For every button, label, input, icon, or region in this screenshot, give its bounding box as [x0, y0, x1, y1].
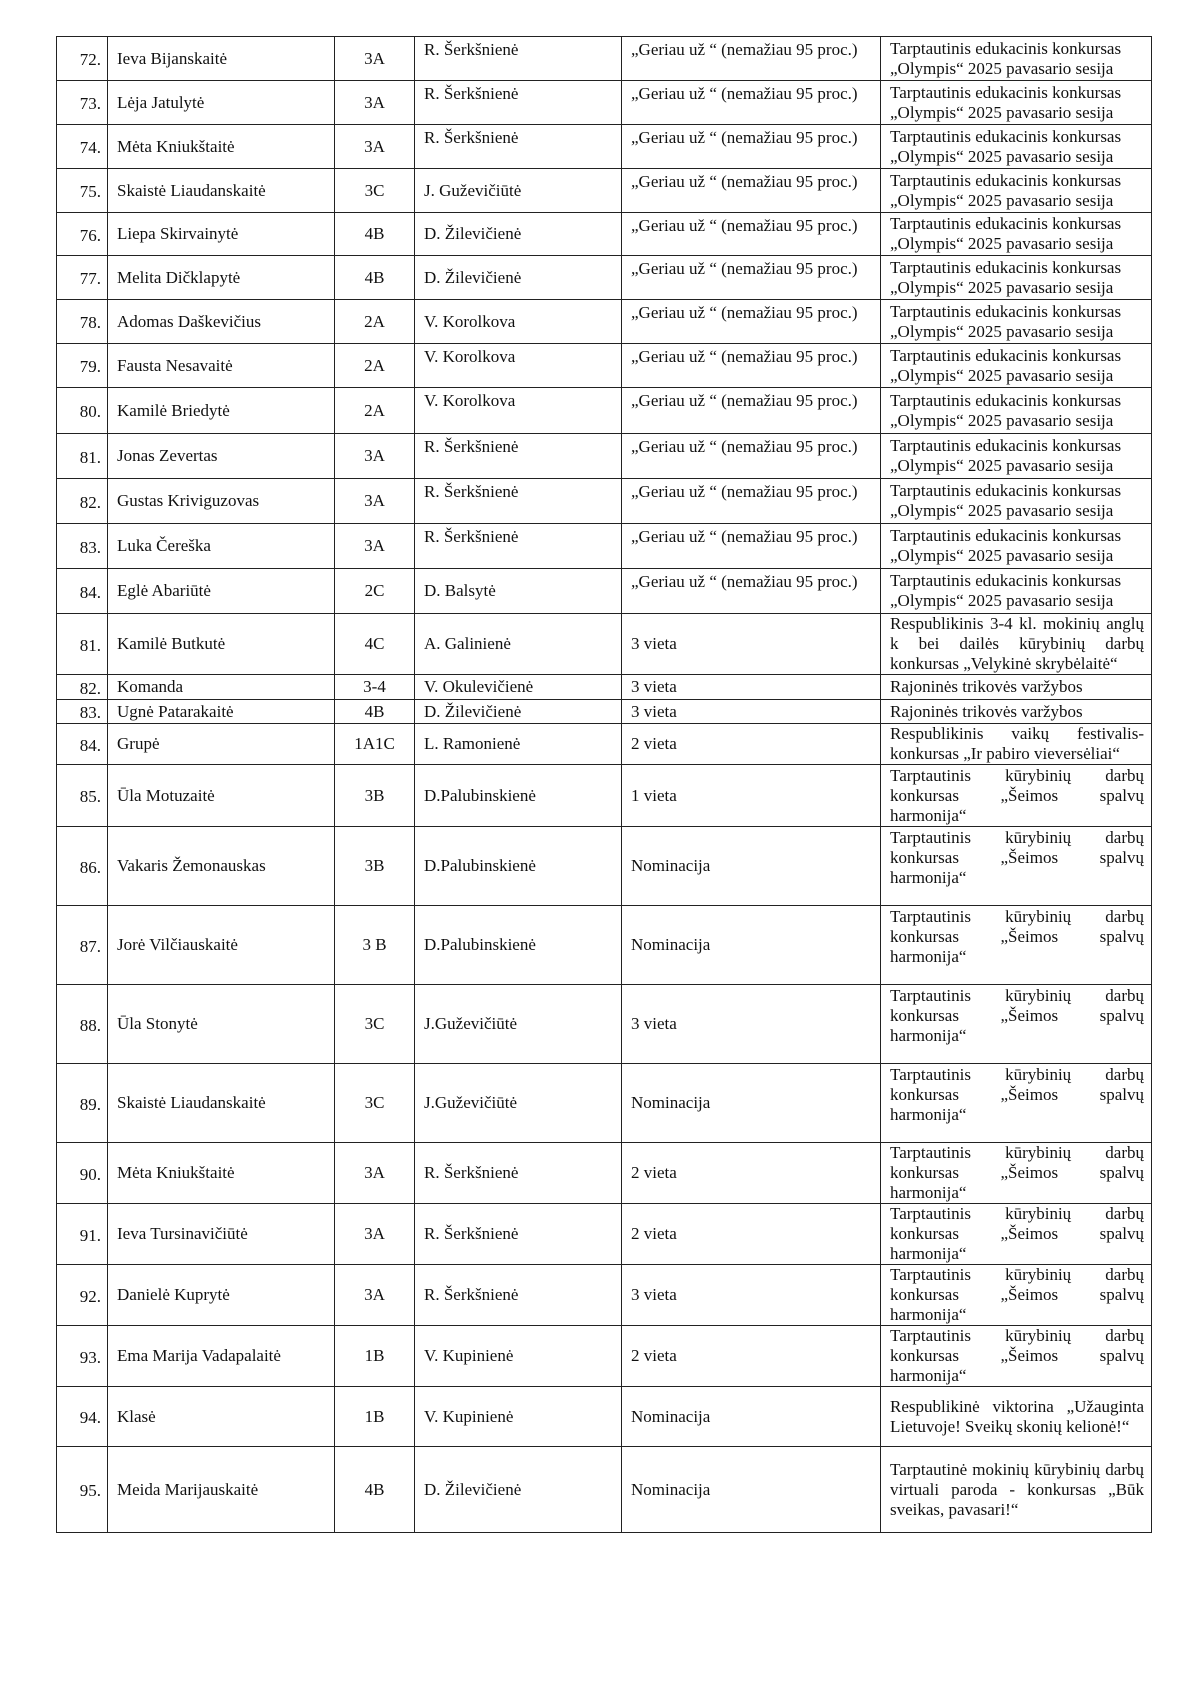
- class-name-cell: 3-4: [335, 675, 415, 700]
- result-cell: 2 vieta: [622, 1326, 881, 1387]
- teacher-name-cell: D.Palubinskienė: [415, 765, 622, 827]
- student-name-cell: Skaistė Liaudanskaitė: [108, 1064, 335, 1143]
- class-name-cell: 2C: [335, 569, 415, 614]
- result-cell: 3 vieta: [622, 614, 881, 675]
- table-row: [57, 1387, 1152, 1447]
- student-name-cell: Melita Dičklapytė: [108, 256, 335, 300]
- table-row: [57, 125, 1152, 169]
- table-row: [57, 169, 1152, 213]
- table-row: [57, 724, 1152, 765]
- table-row: [57, 1447, 1152, 1533]
- table-row: [57, 1143, 1152, 1204]
- teacher-name-cell: R. Šerkšnienė: [415, 37, 622, 81]
- student-name-cell: Fausta Nesavaitė: [108, 344, 335, 388]
- teacher-name-cell: J.Guževičiūtė: [415, 985, 622, 1064]
- table-row: [57, 1326, 1152, 1387]
- result-cell: „Geriau už “ (nemažiau 95 proc.): [622, 344, 881, 388]
- competition-cell: Tarptautinis edukacinis konkursas „Olympis“ 2025 pavasario sesija: [881, 569, 1152, 614]
- competition-cell: Tarptautinis edukacinis konkursas „Olympis“ 2025 pavasario sesija: [881, 169, 1152, 213]
- table-row: [57, 985, 1152, 1064]
- class-name-cell: 2A: [335, 388, 415, 434]
- competition-cell: Tarptautinis edukacinis konkursas „Olympis“ 2025 pavasario sesija: [881, 434, 1152, 479]
- teacher-name-cell: V. Kupinienė: [415, 1326, 622, 1387]
- table-row: [57, 344, 1152, 388]
- row-number-cell: 91.: [57, 1204, 108, 1265]
- class-name-cell: 2A: [335, 300, 415, 344]
- row-number-cell: 83.: [57, 700, 108, 724]
- result-cell: 2 vieta: [622, 1204, 881, 1265]
- result-cell: Nominacija: [622, 1387, 881, 1447]
- teacher-name-cell: J. Guževičiūtė: [415, 169, 622, 213]
- table-row: [57, 675, 1152, 700]
- result-cell: 3 vieta: [622, 675, 881, 700]
- competition-cell: Tarptautinis kūrybinių darbų konkursas „Šeimos spalvų harmonija“: [881, 1064, 1152, 1143]
- competition-cell: Rajoninės trikovės varžybos: [881, 675, 1152, 700]
- result-cell: „Geriau už “ (nemažiau 95 proc.): [622, 300, 881, 344]
- teacher-name-cell: V. Korolkova: [415, 300, 622, 344]
- table-row: [57, 700, 1152, 724]
- student-name-cell: Adomas Daškevičius: [108, 300, 335, 344]
- teacher-name-cell: L. Ramonienė: [415, 724, 622, 765]
- result-cell: „Geriau už “ (nemažiau 95 proc.): [622, 81, 881, 125]
- class-name-cell: 1A1C: [335, 724, 415, 765]
- table-row: [57, 827, 1152, 906]
- competition-cell: Tarptautinis kūrybinių darbų konkursas „Šeimos spalvų harmonija“: [881, 1326, 1152, 1387]
- row-number-cell: 94.: [57, 1387, 108, 1447]
- row-number-cell: 81.: [57, 434, 108, 479]
- student-name-cell: Ieva Bijanskaitė: [108, 37, 335, 81]
- student-name-cell: Meida Marijauskaitė: [108, 1447, 335, 1533]
- student-name-cell: Mėta Kniukštaitė: [108, 1143, 335, 1204]
- row-number-cell: 79.: [57, 344, 108, 388]
- competition-cell: Tarptautinis kūrybinių darbų konkursas „Šeimos spalvų harmonija“: [881, 1204, 1152, 1265]
- teacher-name-cell: R. Šerkšnienė: [415, 1204, 622, 1265]
- teacher-name-cell: V. Korolkova: [415, 388, 622, 434]
- student-name-cell: Ieva Tursinavičiūtė: [108, 1204, 335, 1265]
- class-name-cell: 3C: [335, 985, 415, 1064]
- row-number-cell: 87.: [57, 906, 108, 985]
- result-cell: „Geriau už “ (nemažiau 95 proc.): [622, 569, 881, 614]
- result-cell: „Geriau už “ (nemažiau 95 proc.): [622, 524, 881, 569]
- table-row: [57, 479, 1152, 524]
- row-number-cell: 85.: [57, 765, 108, 827]
- row-number-cell: 84.: [57, 724, 108, 765]
- student-name-cell: Ugnė Patarakaitė: [108, 700, 335, 724]
- row-number-cell: 88.: [57, 985, 108, 1064]
- result-cell: Nominacija: [622, 1064, 881, 1143]
- class-name-cell: 4C: [335, 614, 415, 675]
- table-row: [57, 524, 1152, 569]
- teacher-name-cell: D. Žilevičienė: [415, 700, 622, 724]
- class-name-cell: 3A: [335, 81, 415, 125]
- result-cell: „Geriau už “ (nemažiau 95 proc.): [622, 388, 881, 434]
- student-name-cell: Mėta Kniukštaitė: [108, 125, 335, 169]
- student-name-cell: Grupė: [108, 724, 335, 765]
- result-cell: „Geriau už “ (nemažiau 95 proc.): [622, 213, 881, 256]
- row-number-cell: 90.: [57, 1143, 108, 1204]
- student-name-cell: Ūla Motuzaitė: [108, 765, 335, 827]
- competition-cell: Tarptautinis edukacinis konkursas „Olympis“ 2025 pavasario sesija: [881, 524, 1152, 569]
- table-row: [57, 300, 1152, 344]
- results-table-body: [57, 37, 1152, 1533]
- row-number-cell: 74.: [57, 125, 108, 169]
- result-cell: 3 vieta: [622, 700, 881, 724]
- result-cell: „Geriau už “ (nemažiau 95 proc.): [622, 169, 881, 213]
- row-number-cell: 89.: [57, 1064, 108, 1143]
- competition-cell: Tarptautinis edukacinis konkursas „Olympis“ 2025 pavasario sesija: [881, 388, 1152, 434]
- competition-cell: Tarptautinis kūrybinių darbų konkursas „Šeimos spalvų harmonija“: [881, 906, 1152, 985]
- teacher-name-cell: D. Balsytė: [415, 569, 622, 614]
- teacher-name-cell: V. Korolkova: [415, 344, 622, 388]
- competition-cell: Tarptautinis edukacinis konkursas „Olympis“ 2025 pavasario sesija: [881, 256, 1152, 300]
- class-name-cell: 2A: [335, 344, 415, 388]
- competition-cell: Tarptautinis kūrybinių darbų konkursas „Šeimos spalvų harmonija“: [881, 1143, 1152, 1204]
- row-number-cell: 76.: [57, 213, 108, 256]
- competition-cell: Tarptautinė mokinių kūrybinių darbų virtuali paroda - konkursas „Būk sveikas, pavasari!“: [881, 1447, 1152, 1533]
- competition-cell: Respublikinis 3-4 kl. mokinių anglų k bei dailės kūrybinių darbų konkursas „Velykinė skrybėlaitė“: [881, 614, 1152, 675]
- class-name-cell: 4B: [335, 213, 415, 256]
- student-name-cell: Luka Čereška: [108, 524, 335, 569]
- competition-cell: Tarptautinis kūrybinių darbų konkursas „Šeimos spalvų harmonija“: [881, 765, 1152, 827]
- competition-cell: Rajoninės trikovės varžybos: [881, 700, 1152, 724]
- class-name-cell: 3C: [335, 169, 415, 213]
- teacher-name-cell: D.Palubinskienė: [415, 827, 622, 906]
- result-cell: 3 vieta: [622, 985, 881, 1064]
- row-number-cell: 82.: [57, 675, 108, 700]
- class-name-cell: 3A: [335, 125, 415, 169]
- table-row: [57, 256, 1152, 300]
- result-cell: „Geriau už “ (nemažiau 95 proc.): [622, 37, 881, 81]
- table-row: [57, 1064, 1152, 1143]
- competition-cell: Tarptautinis edukacinis konkursas „Olympis“ 2025 pavasario sesija: [881, 479, 1152, 524]
- student-name-cell: Klasė: [108, 1387, 335, 1447]
- student-name-cell: Jonas Zevertas: [108, 434, 335, 479]
- class-name-cell: 1B: [335, 1387, 415, 1447]
- table-row: [57, 434, 1152, 479]
- teacher-name-cell: D. Žilevičienė: [415, 1447, 622, 1533]
- teacher-name-cell: R. Šerkšnienė: [415, 81, 622, 125]
- row-number-cell: 92.: [57, 1265, 108, 1326]
- teacher-name-cell: J.Guževičiūtė: [415, 1064, 622, 1143]
- row-number-cell: 84.: [57, 569, 108, 614]
- student-name-cell: Kamilė Briedytė: [108, 388, 335, 434]
- student-name-cell: Gustas Kriviguzovas: [108, 479, 335, 524]
- table-row: [57, 388, 1152, 434]
- competition-cell: Tarptautinis edukacinis konkursas „Olympis“ 2025 pavasario sesija: [881, 213, 1152, 256]
- teacher-name-cell: V. Okulevičienė: [415, 675, 622, 700]
- teacher-name-cell: R. Šerkšnienė: [415, 524, 622, 569]
- result-cell: „Geriau už “ (nemažiau 95 proc.): [622, 434, 881, 479]
- class-name-cell: 3A: [335, 524, 415, 569]
- results-table: [56, 36, 1152, 1533]
- result-cell: „Geriau už “ (nemažiau 95 proc.): [622, 256, 881, 300]
- table-row: [57, 906, 1152, 985]
- result-cell: 2 vieta: [622, 1143, 881, 1204]
- table-row: [57, 37, 1152, 81]
- result-cell: „Geriau už “ (nemažiau 95 proc.): [622, 125, 881, 169]
- class-name-cell: 3C: [335, 1064, 415, 1143]
- competition-cell: Tarptautinis edukacinis konkursas „Olympis“ 2025 pavasario sesija: [881, 125, 1152, 169]
- teacher-name-cell: R. Šerkšnienė: [415, 434, 622, 479]
- competition-cell: Respublikinė viktorina „Užauginta Lietuvoje! Sveikų skonių kelionė!“: [881, 1387, 1152, 1447]
- teacher-name-cell: D.Palubinskienė: [415, 906, 622, 985]
- row-number-cell: 83.: [57, 524, 108, 569]
- result-cell: 1 vieta: [622, 765, 881, 827]
- table-row: [57, 614, 1152, 675]
- teacher-name-cell: D. Žilevičienė: [415, 213, 622, 256]
- class-name-cell: 4B: [335, 700, 415, 724]
- student-name-cell: Komanda: [108, 675, 335, 700]
- competition-cell: Tarptautinis kūrybinių darbų konkursas „Šeimos spalvų harmonija“: [881, 1265, 1152, 1326]
- teacher-name-cell: R. Šerkšnienė: [415, 125, 622, 169]
- student-name-cell: Eglė Abariūtė: [108, 569, 335, 614]
- result-cell: „Geriau už “ (nemažiau 95 proc.): [622, 479, 881, 524]
- teacher-name-cell: D. Žilevičienė: [415, 256, 622, 300]
- row-number-cell: 75.: [57, 169, 108, 213]
- student-name-cell: Ūla Stonytė: [108, 985, 335, 1064]
- class-name-cell: 3 B: [335, 906, 415, 985]
- table-row: [57, 765, 1152, 827]
- row-number-cell: 73.: [57, 81, 108, 125]
- class-name-cell: 3A: [335, 434, 415, 479]
- competition-cell: Tarptautinis kūrybinių darbų konkursas „Šeimos spalvų harmonija“: [881, 827, 1152, 906]
- teacher-name-cell: R. Šerkšnienė: [415, 1143, 622, 1204]
- student-name-cell: Kamilė Butkutė: [108, 614, 335, 675]
- result-cell: 3 vieta: [622, 1265, 881, 1326]
- competition-cell: Tarptautinis kūrybinių darbų konkursas „Šeimos spalvų harmonija“: [881, 985, 1152, 1064]
- result-cell: Nominacija: [622, 1447, 881, 1533]
- competition-cell: Tarptautinis edukacinis konkursas „Olympis“ 2025 pavasario sesija: [881, 344, 1152, 388]
- student-name-cell: Lėja Jatulytė: [108, 81, 335, 125]
- class-name-cell: 4B: [335, 1447, 415, 1533]
- table-row: [57, 1265, 1152, 1326]
- row-number-cell: 72.: [57, 37, 108, 81]
- class-name-cell: 3A: [335, 37, 415, 81]
- result-cell: Nominacija: [622, 827, 881, 906]
- row-number-cell: 77.: [57, 256, 108, 300]
- row-number-cell: 81.: [57, 614, 108, 675]
- student-name-cell: Danielė Kuprytė: [108, 1265, 335, 1326]
- row-number-cell: 86.: [57, 827, 108, 906]
- result-cell: 2 vieta: [622, 724, 881, 765]
- table-row: [57, 213, 1152, 256]
- class-name-cell: 1B: [335, 1326, 415, 1387]
- table-row: [57, 569, 1152, 614]
- student-name-cell: Jorė Vilčiauskaitė: [108, 906, 335, 985]
- teacher-name-cell: R. Šerkšnienė: [415, 479, 622, 524]
- row-number-cell: 93.: [57, 1326, 108, 1387]
- teacher-name-cell: V. Kupinienė: [415, 1387, 622, 1447]
- row-number-cell: 82.: [57, 479, 108, 524]
- teacher-name-cell: R. Šerkšnienė: [415, 1265, 622, 1326]
- row-number-cell: 78.: [57, 300, 108, 344]
- table-row: [57, 81, 1152, 125]
- competition-cell: Tarptautinis edukacinis konkursas „Olympis“ 2025 pavasario sesija: [881, 81, 1152, 125]
- competition-cell: Respublikinis vaikų festivalis- konkursas „Ir pabiro vieversėliai“: [881, 724, 1152, 765]
- competition-cell: Tarptautinis edukacinis konkursas „Olympis“ 2025 pavasario sesija: [881, 37, 1152, 81]
- row-number-cell: 80.: [57, 388, 108, 434]
- student-name-cell: Liepa Skirvainytė: [108, 213, 335, 256]
- class-name-cell: 3B: [335, 827, 415, 906]
- class-name-cell: 3A: [335, 1143, 415, 1204]
- student-name-cell: Skaistė Liaudanskaitė: [108, 169, 335, 213]
- row-number-cell: 95.: [57, 1447, 108, 1533]
- class-name-cell: 3A: [335, 1265, 415, 1326]
- class-name-cell: 3A: [335, 1204, 415, 1265]
- result-cell: Nominacija: [622, 906, 881, 985]
- competition-cell: Tarptautinis edukacinis konkursas „Olympis“ 2025 pavasario sesija: [881, 300, 1152, 344]
- class-name-cell: 3B: [335, 765, 415, 827]
- table-row: [57, 1204, 1152, 1265]
- class-name-cell: 4B: [335, 256, 415, 300]
- student-name-cell: Ema Marija Vadapalaitė: [108, 1326, 335, 1387]
- class-name-cell: 3A: [335, 479, 415, 524]
- student-name-cell: Vakaris Žemonauskas: [108, 827, 335, 906]
- teacher-name-cell: A. Galinienė: [415, 614, 622, 675]
